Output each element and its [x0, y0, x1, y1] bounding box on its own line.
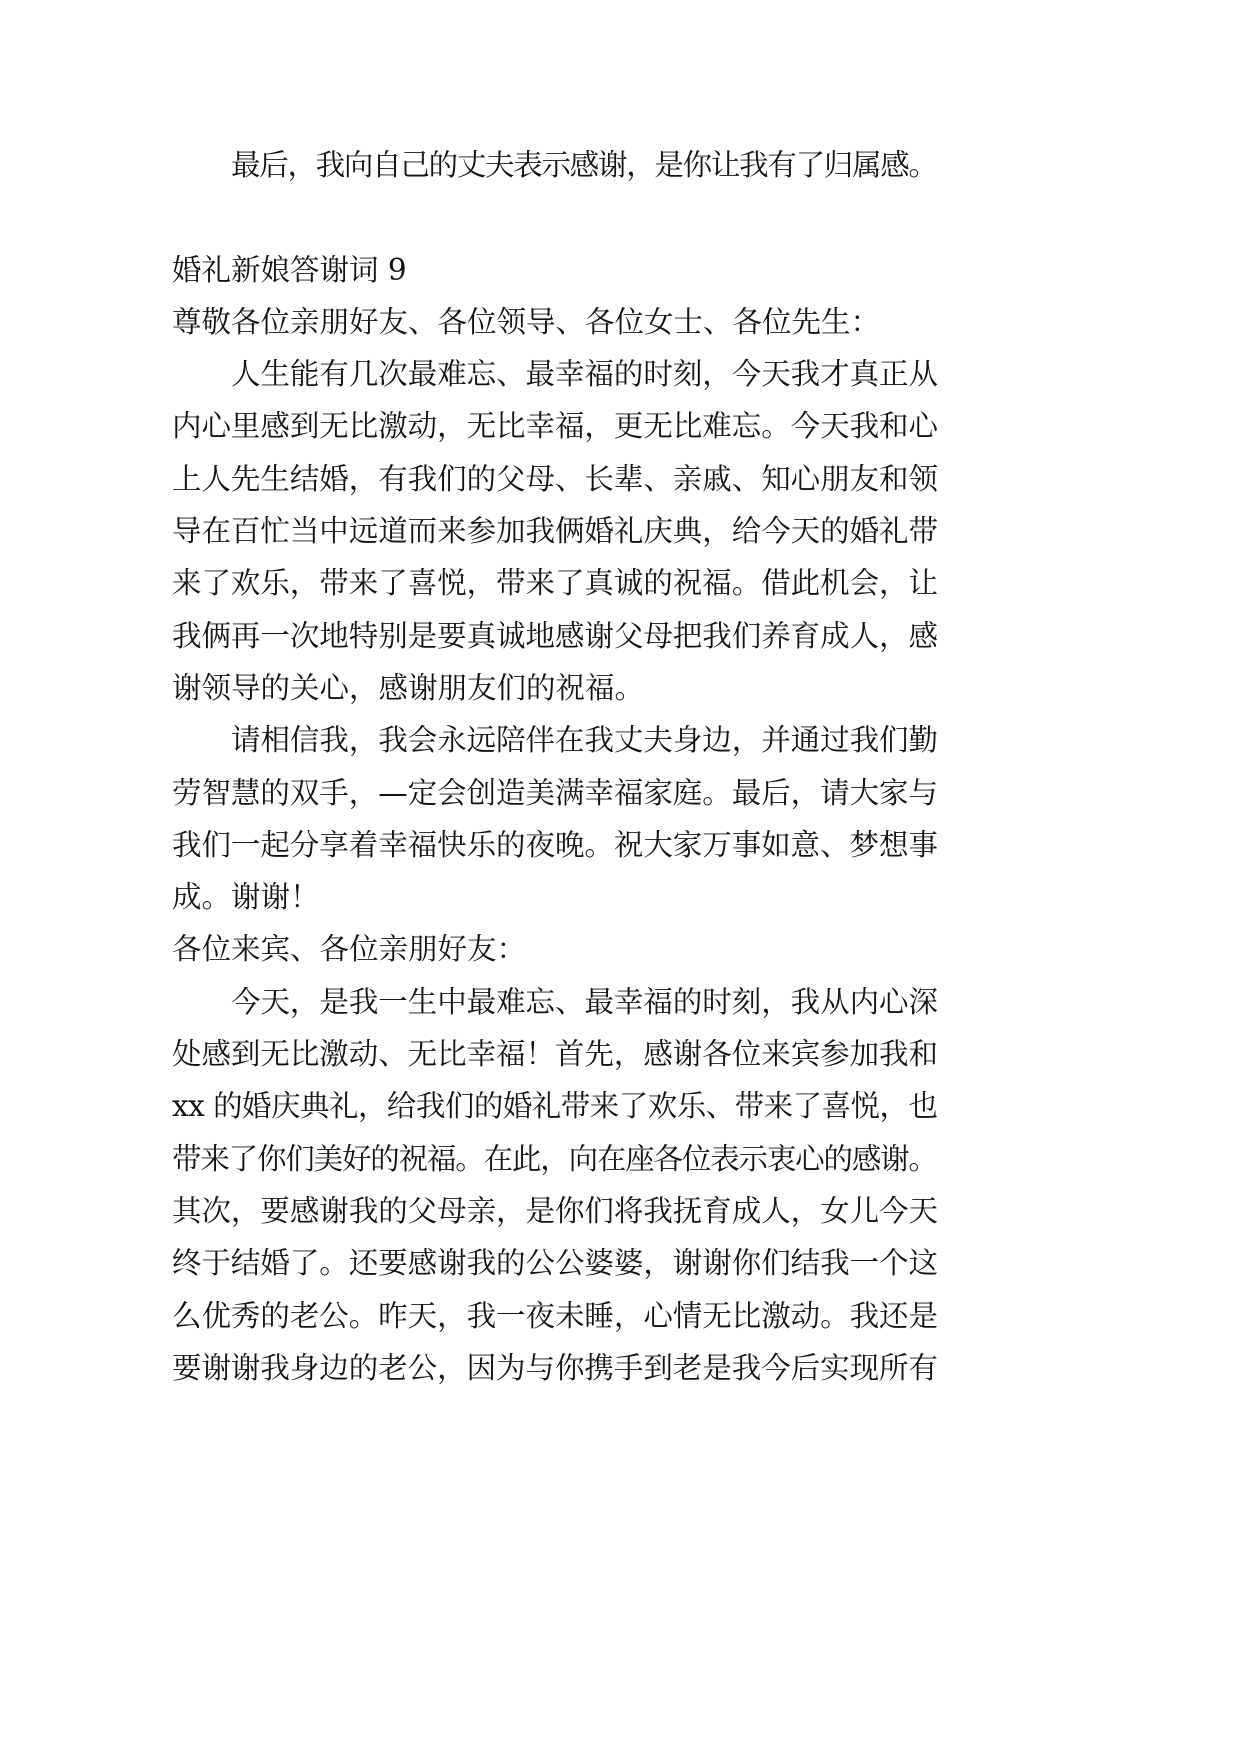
paragraph-line — [172, 610, 938, 662]
salutation-text: 各位来宾、各位亲朋好友： — [172, 932, 527, 967]
speech-2 — [172, 923, 938, 1394]
paragraph — [172, 348, 938, 714]
paragraph-line — [172, 453, 938, 505]
paragraph-line-text: xx 的婚庆典礼，给我们的婚礼带来了欢乐、带来了喜悦，也 — [172, 1089, 938, 1124]
paragraph-line-text: 要谢谢我身边的老公，因为与你携手到老是我今后实现所有 — [172, 1350, 938, 1385]
paragraph-line — [172, 1185, 938, 1237]
paragraph-line — [172, 1290, 938, 1342]
paragraph-line-text: 我俩再一次地特别是要真诚地感谢父母把我们养育成人，感 — [172, 618, 938, 653]
speech-1 — [172, 296, 938, 924]
paragraph-line — [172, 1080, 938, 1132]
paragraph-line — [172, 767, 938, 819]
paragraph-line — [172, 400, 938, 452]
paragraph-line-text: 内心里感到无比激动，无比幸福，更无比难忘。今天我和心 — [172, 409, 938, 444]
paragraph-line — [172, 1028, 938, 1080]
paragraph-line-text: 人生能有几次最难忘、最幸福的时刻，今天我才真正从 — [231, 357, 938, 392]
paragraph-line-text: 上人先生结婚，有我们的父母、长辈、亲戚、知心朋友和领 — [172, 461, 938, 496]
paragraph-line-text: 今天，是我一生中最难忘、最幸福的时刻，我从内心深 — [231, 984, 938, 1019]
paragraph-line — [172, 1342, 938, 1394]
paragraph-line-text: 来了欢乐，带来了喜悦，带来了真诚的祝福。借此机会，让 — [172, 566, 938, 601]
paragraph-line — [172, 819, 938, 871]
paragraph-line — [172, 976, 938, 1028]
salutation — [172, 923, 938, 975]
document-title-text: 婚礼新娘答谢词 9 — [172, 252, 407, 287]
paragraph-line-text: 其次，要感谢我的父母亲，是你们将我抚育成人，女儿今天 — [172, 1193, 938, 1228]
paragraph-line — [172, 348, 938, 400]
paragraph-line-text: 导在百忙当中远道而来参加我俩婚礼庆典，给今天的婚礼带 — [172, 514, 938, 549]
paragraph-line-text: 请相信我，我会永远陪伴在我丈夫身边，并通过我们勤 — [231, 723, 938, 758]
blank-line — [172, 191, 938, 243]
paragraph-line-text: 劳智慧的双手，—定会创造美满幸福家庭。最后，请大家与 — [172, 775, 938, 810]
paragraph-line-text: 带来了你们美好的祝福。在此，向在座各位表示衷心的感谢。 — [172, 1141, 937, 1176]
closing-line — [172, 139, 938, 191]
paragraph-line — [172, 714, 938, 766]
document-body — [172, 139, 938, 1394]
paragraph-line — [172, 1133, 938, 1185]
document-title — [172, 244, 938, 296]
paragraph-line-text: 么优秀的老公。昨天，我一夜未睡，心情无比激动。我还是 — [172, 1298, 938, 1333]
paragraph-line — [172, 505, 938, 557]
closing-line-text: 最后，我向自己的丈夫表示感谢，是你让我有了归属感。 — [231, 148, 937, 182]
paragraph-line — [172, 662, 938, 714]
salutation — [172, 296, 938, 348]
paragraph-line — [172, 871, 938, 923]
paragraph-line — [172, 557, 938, 609]
paragraph-line-text: 处感到无比激动、无比幸福！首先，感谢各位来宾参加我和 — [172, 1037, 938, 1072]
paragraph-line-text: 谢领导的关心，感谢朋友们的祝福。 — [172, 670, 645, 705]
paragraph — [172, 714, 938, 923]
paragraph-line — [172, 1237, 938, 1289]
paragraph-line-text: 我们一起分享着幸福快乐的夜晚。祝大家万事如意、梦想事 — [172, 827, 938, 862]
paragraph-line-text: 成。谢谢！ — [172, 880, 320, 915]
salutation-text: 尊敬各位亲朋好友、各位领导、各位女士、各位先生： — [172, 304, 881, 339]
paragraph-line-text: 终于结婚了。还要感谢我的公公婆婆，谢谢你们结我一个这 — [172, 1246, 938, 1281]
paragraph — [172, 976, 938, 1394]
